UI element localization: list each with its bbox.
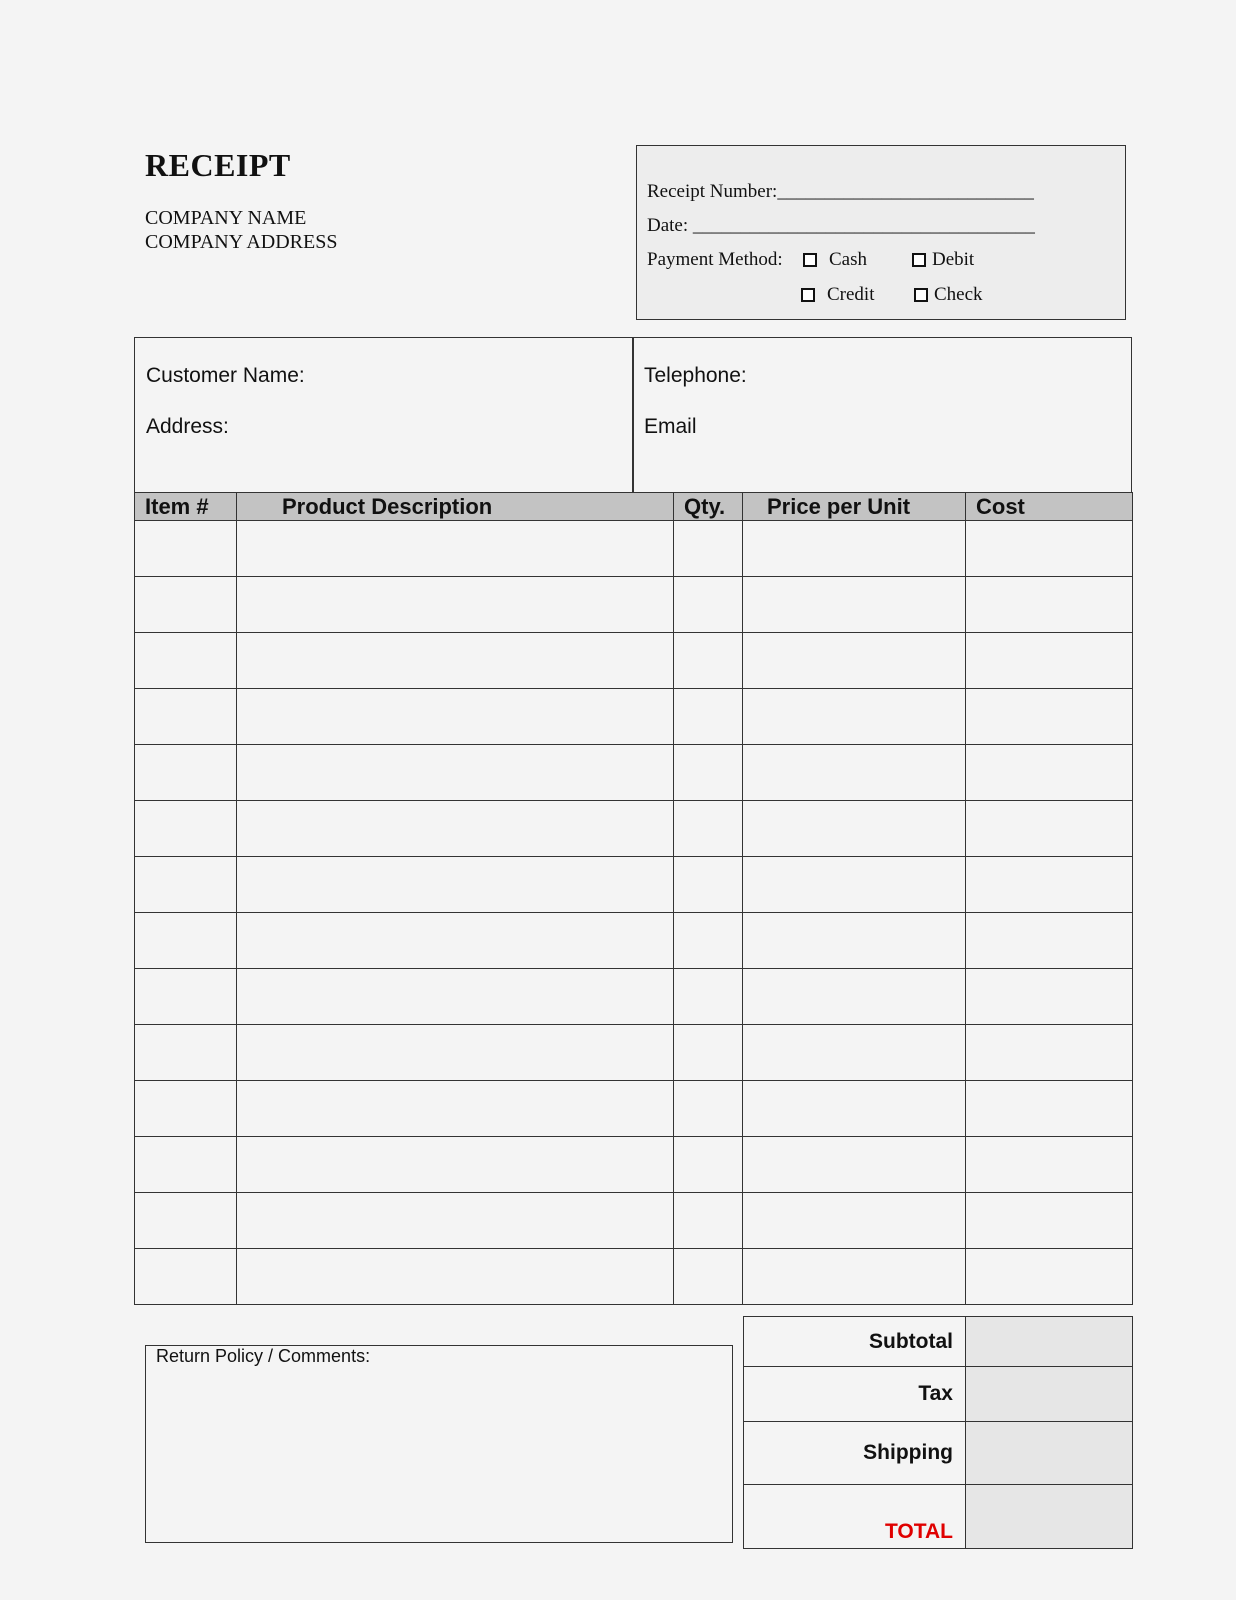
cell-item-number[interactable] <box>135 1025 237 1081</box>
cell-product-description[interactable] <box>237 1081 674 1137</box>
cell-cost[interactable] <box>966 1025 1133 1081</box>
cell-item-number[interactable] <box>135 633 237 689</box>
cell-item-number[interactable] <box>135 1081 237 1137</box>
table-row <box>135 1137 1133 1193</box>
cell-cost[interactable] <box>966 521 1133 577</box>
cell-price-per-unit[interactable] <box>743 1249 966 1305</box>
cell-cost[interactable] <box>966 1081 1133 1137</box>
cell-qty[interactable] <box>674 857 743 913</box>
cell-price-per-unit[interactable] <box>743 633 966 689</box>
company-name: COMPANY NAME <box>145 207 307 229</box>
totals-table <box>743 1316 1133 1549</box>
cell-cost[interactable] <box>966 913 1133 969</box>
cell-cost[interactable] <box>966 969 1133 1025</box>
header-price-per-unit: Price per Unit <box>743 493 966 521</box>
check-label: Check <box>934 284 983 305</box>
receipt-title: RECEIPT <box>145 147 291 183</box>
address-label[interactable]: Address: <box>146 415 229 438</box>
cell-product-description[interactable] <box>237 1137 674 1193</box>
payment-option-cash[interactable] <box>803 249 867 271</box>
cell-product-description[interactable] <box>237 857 674 913</box>
table-row <box>135 1193 1133 1249</box>
table-row <box>135 577 1133 633</box>
cell-cost[interactable] <box>966 1249 1133 1305</box>
cell-item-number[interactable] <box>135 1193 237 1249</box>
tax-row <box>744 1367 1133 1422</box>
subtotal-label: Subtotal <box>744 1317 966 1367</box>
cell-cost[interactable] <box>966 633 1133 689</box>
cell-cost[interactable] <box>966 801 1133 857</box>
shipping-label: Shipping <box>744 1422 966 1485</box>
table-row <box>135 969 1133 1025</box>
table-row <box>135 1081 1133 1137</box>
cell-cost[interactable] <box>966 689 1133 745</box>
cell-item-number[interactable] <box>135 689 237 745</box>
cell-product-description[interactable] <box>237 521 674 577</box>
table-row <box>135 913 1133 969</box>
cell-product-description[interactable] <box>237 801 674 857</box>
cell-product-description[interactable] <box>237 633 674 689</box>
table-row <box>135 689 1133 745</box>
check-checkbox[interactable] <box>914 288 928 302</box>
cell-product-description[interactable] <box>237 969 674 1025</box>
cell-product-description[interactable] <box>237 745 674 801</box>
header-item-number: Item # <box>135 493 237 521</box>
shipping-value[interactable] <box>966 1422 1133 1485</box>
email-label[interactable]: Email <box>644 415 697 438</box>
cell-item-number[interactable] <box>135 857 237 913</box>
cell-price-per-unit[interactable] <box>743 521 966 577</box>
comments-label: Return Policy / Comments: <box>156 1346 371 1366</box>
cell-price-per-unit[interactable] <box>743 745 966 801</box>
cell-qty[interactable] <box>674 689 743 745</box>
table-row <box>135 857 1133 913</box>
cell-price-per-unit[interactable] <box>743 801 966 857</box>
table-row <box>135 1249 1133 1305</box>
cell-qty[interactable] <box>674 1137 743 1193</box>
company-address: COMPANY ADDRESS <box>145 231 338 253</box>
cell-item-number[interactable] <box>135 801 237 857</box>
cell-qty[interactable] <box>674 801 743 857</box>
cell-price-per-unit[interactable] <box>743 689 966 745</box>
cell-cost[interactable] <box>966 1193 1133 1249</box>
cell-qty[interactable] <box>674 1025 743 1081</box>
customer-divider <box>632 337 634 493</box>
payment-option-debit[interactable] <box>912 249 974 271</box>
cell-qty[interactable] <box>674 1193 743 1249</box>
cell-price-per-unit[interactable] <box>743 969 966 1025</box>
cash-checkbox[interactable] <box>803 253 817 267</box>
table-row <box>135 801 1133 857</box>
cell-product-description[interactable] <box>237 1025 674 1081</box>
cell-qty[interactable] <box>674 1249 743 1305</box>
cell-price-per-unit[interactable] <box>743 1193 966 1249</box>
comments-box[interactable] <box>145 1345 733 1543</box>
total-value[interactable] <box>966 1485 1133 1549</box>
table-row <box>135 745 1133 801</box>
cell-item-number[interactable] <box>135 577 237 633</box>
cell-product-description[interactable] <box>237 577 674 633</box>
cell-product-description[interactable] <box>237 913 674 969</box>
payment-method-label: Payment Method: <box>647 249 783 270</box>
subtotal-value[interactable] <box>966 1317 1133 1367</box>
cell-item-number[interactable] <box>135 1137 237 1193</box>
cell-price-per-unit[interactable] <box>743 1081 966 1137</box>
total-row <box>744 1485 1133 1549</box>
date-field[interactable]: Date: ____________________________________ <box>647 215 1035 236</box>
cell-product-description[interactable] <box>237 1249 674 1305</box>
subtotal-row <box>744 1317 1133 1367</box>
items-header-row <box>135 493 1133 521</box>
total-label: TOTAL <box>744 1485 966 1549</box>
cell-qty[interactable] <box>674 913 743 969</box>
tax-value[interactable] <box>966 1367 1133 1422</box>
credit-checkbox[interactable] <box>801 288 815 302</box>
cell-cost[interactable] <box>966 745 1133 801</box>
cell-cost[interactable] <box>966 857 1133 913</box>
customer-name-label[interactable]: Customer Name: <box>146 364 305 387</box>
cell-item-number[interactable] <box>135 745 237 801</box>
cell-cost[interactable] <box>966 1137 1133 1193</box>
shipping-row <box>744 1422 1133 1485</box>
debit-checkbox[interactable] <box>912 253 926 267</box>
debit-label: Debit <box>932 249 975 270</box>
telephone-label[interactable]: Telephone: <box>644 364 747 387</box>
payment-option-check[interactable] <box>914 284 983 306</box>
cash-label: Cash <box>829 249 867 270</box>
table-row <box>135 633 1133 689</box>
credit-label: Credit <box>827 284 875 305</box>
items-body <box>135 521 1133 1305</box>
cell-cost[interactable] <box>966 577 1133 633</box>
cell-qty[interactable] <box>674 969 743 1025</box>
cell-product-description[interactable] <box>237 1193 674 1249</box>
cell-qty[interactable] <box>674 633 743 689</box>
header-qty: Qty. <box>674 493 743 521</box>
cell-item-number[interactable] <box>135 521 237 577</box>
payment-option-credit[interactable] <box>801 284 875 306</box>
cell-price-per-unit[interactable] <box>743 1025 966 1081</box>
cell-qty[interactable] <box>674 745 743 801</box>
header-cost: Cost <box>966 493 1133 521</box>
cell-item-number[interactable] <box>135 1249 237 1305</box>
table-row <box>135 1025 1133 1081</box>
cell-qty[interactable] <box>674 1081 743 1137</box>
header-product-description: Product Description <box>237 493 674 521</box>
cell-price-per-unit[interactable] <box>743 1137 966 1193</box>
cell-price-per-unit[interactable] <box>743 857 966 913</box>
cell-qty[interactable] <box>674 577 743 633</box>
tax-label: Tax <box>744 1367 966 1422</box>
cell-qty[interactable] <box>674 521 743 577</box>
receipt-number-field[interactable]: Receipt Number:___________________________ <box>647 181 1034 202</box>
receipt-info-box <box>636 145 1126 320</box>
cell-item-number[interactable] <box>135 969 237 1025</box>
cell-price-per-unit[interactable] <box>743 913 966 969</box>
cell-price-per-unit[interactable] <box>743 577 966 633</box>
items-table <box>134 492 1133 1305</box>
table-row <box>135 521 1133 577</box>
cell-item-number[interactable] <box>135 913 237 969</box>
cell-product-description[interactable] <box>237 689 674 745</box>
